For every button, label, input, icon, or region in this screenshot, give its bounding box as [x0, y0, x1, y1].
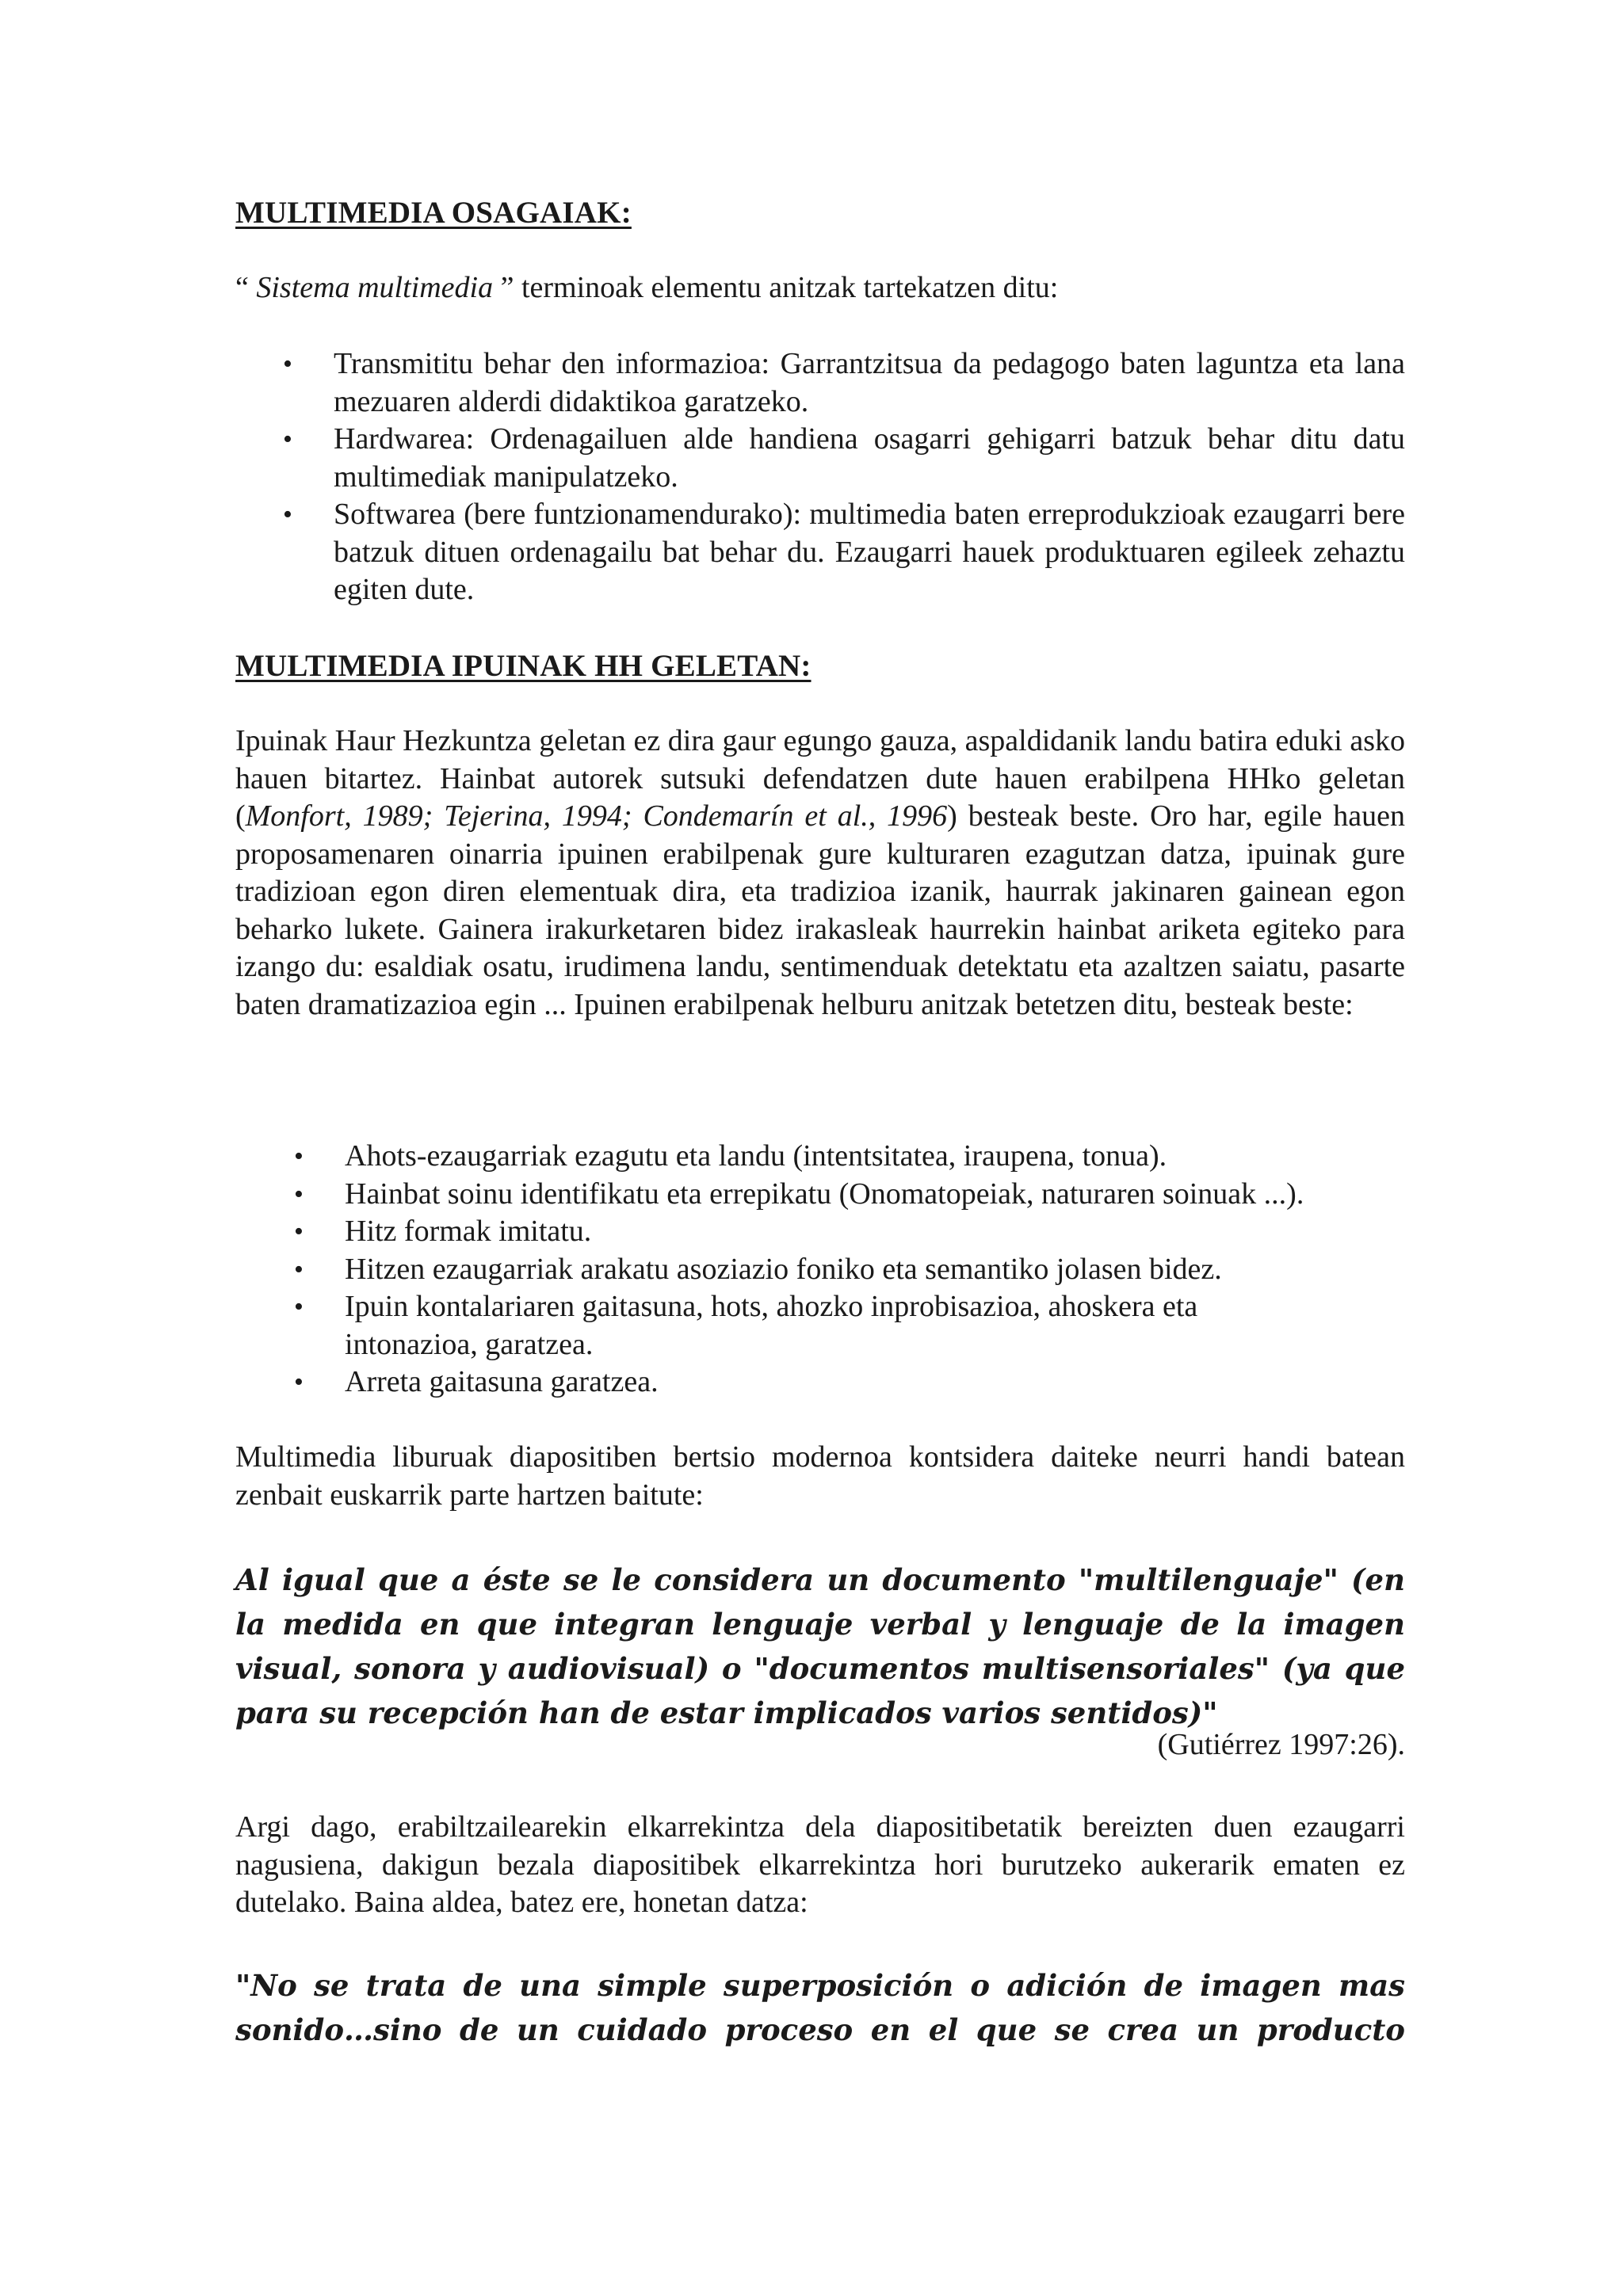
components-list: [235, 345, 1405, 609]
intro-rest: ” terminoak elementu anitzak tartekatzen ditu:: [493, 271, 1059, 304]
para1-citations: Monfort, 1989; Tejerina, 1994; Condemarín et al., 1996: [245, 799, 948, 833]
list-item-text: Ipuin kontalariaren gaitasuna, hots, ahozko inprobisazioa, ahoskera eta intonazioa, garatzea.: [345, 1290, 1198, 1361]
block-quote-no-se-trata: "No se trata de una simple superposición o adición de imagen mas sonido…sino de un cuidado proceso en el que se crea un producto: [235, 1968, 1405, 2047]
body-paragraph-argi-dago: Argi dago, erabiltzailearekin elkarrekintza dela diapositibetatik bereizten duen ezaugarri nagusiena, dakigun bezala diapositibek elkarrekintza hori burutzeko aukerarik ematen ez dutelako. Baina aldea, batez ere, honetan datza:: [235, 1810, 1405, 1919]
list-item: [235, 1138, 1405, 1176]
list-item: [235, 1363, 1405, 1402]
list-item: [235, 421, 1405, 496]
bullet-icon: •: [294, 1179, 304, 1209]
list-item-text: Hardwarea: Ordenagailuen alde handiena osagarri gehigarri batzuk behar ditu datu multimediak manipulatzeko.: [334, 422, 1405, 494]
intro-term: Sistema multimedia: [256, 271, 494, 304]
quote-citation: (Gutiérrez 1997:26).: [1157, 1728, 1405, 1761]
list-item-text: Softwarea (bere funtzionamendurako): multimedia baten erreprodukzioak ezaugarri bere batzuk dituen ordenagailu bat behar du. Ezaugarri hauek produktuaren egileek zehaztu egiten dute.: [334, 498, 1405, 606]
block-quote-gutierrez: Al igual que a éste se le considera un documento "multilenguaje" (en la medida en que integran lenguaje verbal y lenguaje de la imagen visual, sonora y audiovisual) o "documentos multisensoriales" (ya que para su recepción han de estar implicados varios sentidos)": [235, 1562, 1405, 1730]
bullet-icon: •: [294, 1254, 304, 1284]
list-item: [235, 1176, 1405, 1214]
section-heading-ipuinak: MULTIMEDIA IPUINAK HH GELETAN:: [235, 649, 812, 683]
bullet-icon: •: [283, 425, 292, 454]
list-item: [235, 496, 1405, 609]
list-item-text: Hainbat soinu identifikatu eta errepikatu (Onomatopeiak, naturaren soinuak ...).: [345, 1177, 1304, 1211]
body-paragraph-ipuinak: [235, 723, 1405, 1024]
list-item: [235, 1213, 1405, 1251]
para1-text-b: ) besteak beste. Oro har, egile hauen proposamenaren oinarria ipuinen erabilpenak gure kulturaren ezagutzan datza, ipuinak gure tradizioan egon diren elementuak dira, eta tradizioa izanik, haurrak jakinaren gainean egon beharko lukete. Gainera irakurketaren bidez irakasleak haurrekin hainbat ariketa egiteko para izango du: esaldiak osatu, irudimena landu, sentimenduak detektatu eta azaltzen saiatu, pasarte baten dramatizazioa egin ... Ipuinen erabilpenak helburu anitzak betetzen ditu, besteak beste:: [235, 799, 1405, 1021]
bullet-icon: •: [294, 1292, 304, 1322]
section-heading-osagaiak: MULTIMEDIA OSAGAIAK:: [235, 196, 632, 230]
list-item-text: Transmititu behar den informazioa: Garrantzitsua da pedagogo baten laguntza eta lana mezuaren alderdi didaktikoa garatzeko.: [334, 347, 1405, 418]
document-page: [235, 0, 1405, 2296]
bullet-icon: •: [294, 1367, 304, 1397]
bullet-icon: •: [283, 349, 292, 379]
objectives-list: [235, 1138, 1405, 1402]
para1-text-a: Ipuinak Haur Hezkuntza geletan ez dira gaur egungo gauza, aspaldidanik landu batira eduki asko hauen bitartez. Hainbat autorek sutsuki defendatzen dute hauen erabilpena HHko geletan (: [235, 724, 1405, 833]
list-item-text: Arreta gaitasuna garatzea.: [345, 1365, 659, 1398]
intro-paragraph: [235, 269, 1405, 307]
list-item: [235, 345, 1405, 421]
list-item-text: Ahots-ezaugarriak ezagutu eta landu (intentsitatea, iraupena, tonua).: [345, 1139, 1167, 1173]
list-item: [235, 1251, 1405, 1289]
bullet-icon: •: [294, 1142, 304, 1171]
list-item-text: Hitzen ezaugarriak arakatu asoziazio foniko eta semantiko jolasen bidez.: [345, 1252, 1222, 1286]
bullet-icon: •: [283, 500, 292, 529]
bullet-icon: •: [294, 1217, 304, 1246]
intro-open-quote: “: [235, 271, 257, 304]
body-paragraph-multimedia-liburuak: Multimedia liburuak diapositiben bertsio modernoa kontsidera daiteke neurri handi batean zenbait euskarrik parte hartzen baitute:: [235, 1440, 1405, 1512]
list-item-text: Hitz formak imitatu.: [345, 1215, 592, 1248]
list-item: [235, 1288, 1280, 1363]
